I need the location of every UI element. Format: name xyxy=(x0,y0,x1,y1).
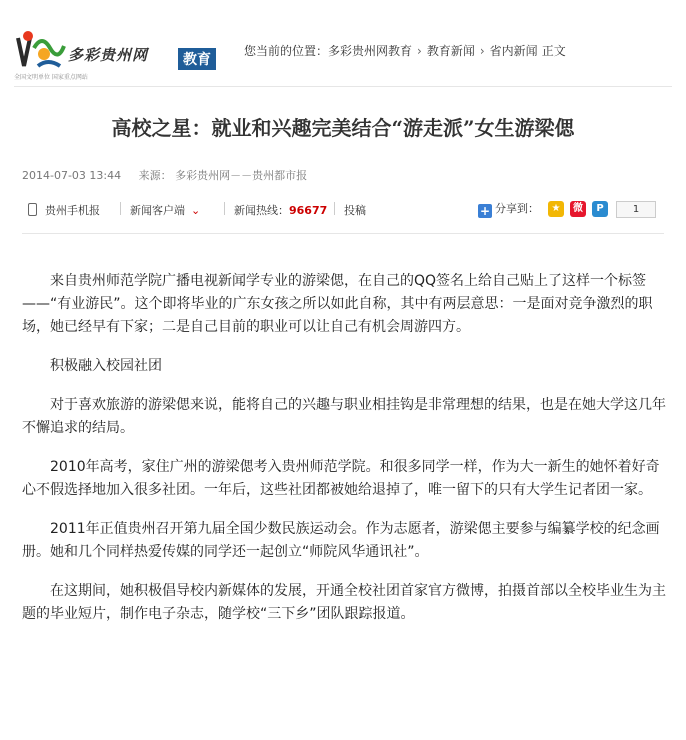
share-label: 分享到： xyxy=(495,202,539,215)
hotline xyxy=(234,202,327,218)
breadcrumb-item-local-news[interactable]: 省内新闻 xyxy=(489,44,538,58)
logo-text: 多彩贵州网 xyxy=(68,46,149,64)
hotline-number: 96677 xyxy=(289,204,328,217)
site-header xyxy=(0,0,686,86)
article-paragraph: 来自贵州师范学院广播电视新闻学专业的游梁偲，在自己的QQ签名上给自己贴上了这样一个标签——“有业游民”。这个即将毕业的广东女孩之所以如此自称，其中有两层意思：一是面对竞争激烈的职场，她已经早有下家；二是自己目前的职业可以让自己有机会周游四方。 xyxy=(22,273,653,335)
article-paragraph: 对于喜欢旅游的游梁偲来说，能将自己的兴趣与职业相挂钩是非常理想的结果，也是在她大学这几年不懈追求的结局。 xyxy=(22,397,666,436)
share-count: 1 xyxy=(616,201,656,218)
publish-date: 2014-07-03 13:44 xyxy=(22,169,122,182)
breadcrumb-item-current: 正文 xyxy=(541,44,566,58)
breadcrumb-item-edu-news[interactable]: 教育新闻 xyxy=(426,44,475,58)
plus-icon: + xyxy=(479,204,491,218)
divider xyxy=(224,202,225,215)
news-client-dropdown[interactable] xyxy=(130,202,200,218)
weibo-icon[interactable]: 微 xyxy=(570,201,586,217)
logo-subtitle: 全国文明单位 国家重点网站 xyxy=(14,74,88,81)
divider xyxy=(14,86,672,87)
phone-icon xyxy=(28,203,37,216)
article-paragraph: 2011年正值贵州召开第九届全国少数民族运动会。作为志愿者，游梁偲主要参与编纂学校的纪念画册。她和几个同样热爱传媒的同学还一起创立“师院风华通讯社”。 xyxy=(22,521,660,560)
section-badge: 教育 xyxy=(178,48,216,70)
logo-mark-icon xyxy=(14,28,66,74)
news-client-label: 新闻客户端 xyxy=(130,204,185,217)
share-button[interactable] xyxy=(478,200,539,218)
tencent-weibo-icon[interactable]: P xyxy=(592,201,608,217)
mobile-news-label: 贵州手机报 xyxy=(45,204,100,217)
divider xyxy=(334,202,335,215)
article-source: 来源： 多彩贵州网－－贵州都市报 xyxy=(138,169,308,182)
article-paragraph: 2010年高考，家住广州的游梁偲考入贵州师范学院。和很多同学一样，作为大一新生的她怀着好奇心不假选择地加入很多社团。一年后，这些社团都被她给退掉了，唯一留下的只有大学生记者团一家。 xyxy=(22,459,660,498)
breadcrumb-item-home[interactable]: 多彩贵州网教育 xyxy=(328,44,413,58)
divider xyxy=(22,233,664,234)
submit-link[interactable]: 投稿 xyxy=(344,204,366,217)
article-body xyxy=(22,270,666,642)
divider xyxy=(120,202,121,215)
breadcrumb-prefix: 您当前的位置： xyxy=(244,44,329,58)
article-paragraph: 在这期间，她积极倡导校内新媒体的发展，开通全校社团首家官方微博，拍摄首部以全校毕业生为主题的毕业短片，制作电子杂志，随学校“三下乡”团队跟踪报道。 xyxy=(22,583,666,622)
article-meta xyxy=(22,167,321,183)
article-toolbar xyxy=(22,200,666,220)
breadcrumb xyxy=(244,42,566,59)
chevron-down-icon: ⌄ xyxy=(191,204,201,217)
article-title: 高校之星：就业和兴趣完美结合“游走派”女生游梁偲 xyxy=(111,116,575,140)
mobile-news-link[interactable] xyxy=(28,202,100,218)
qzone-icon[interactable]: ★ xyxy=(548,201,564,217)
chevron-right-icon: › xyxy=(417,44,422,58)
site-logo[interactable] xyxy=(14,28,224,80)
article-subheading: 积极融入校园社团 xyxy=(50,358,162,374)
hotline-label: 新闻热线： xyxy=(234,204,289,217)
chevron-right-icon: › xyxy=(479,44,485,58)
